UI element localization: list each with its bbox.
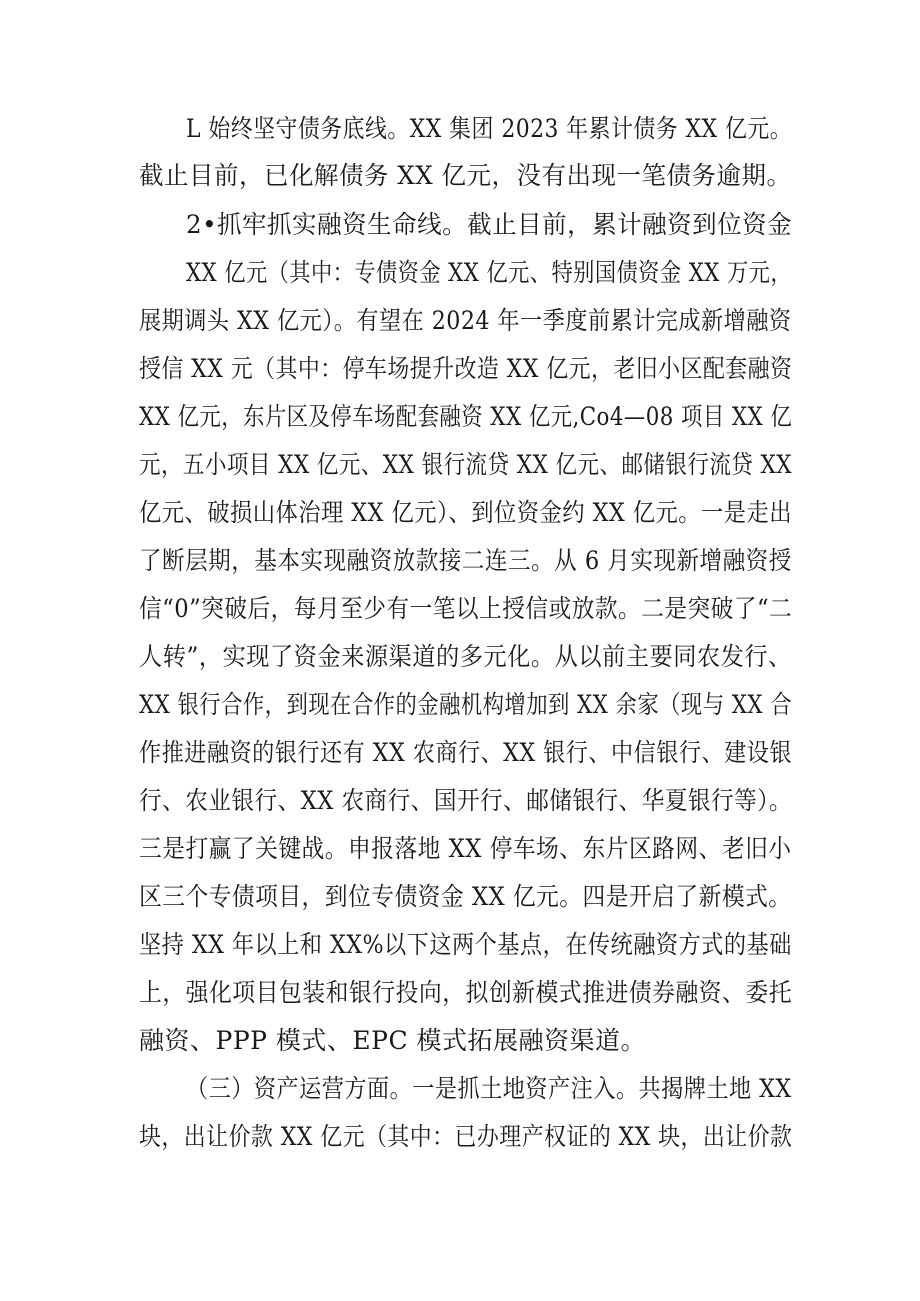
text-line: 融资、PPP 模式、EPC 模式拓展融资渠道。	[139, 1026, 647, 1055]
text-line: 亿元、破损山体治理 XX 亿元）、到位资金约 XX 亿元。一是走出	[139, 498, 793, 527]
text-line: XX 亿元，东片区及停车场配套融资 XX 亿元,Co4—08 项目 XX 亿	[139, 402, 793, 431]
text-line: XX 亿元（其中：专债资金 XX 亿元、特别国债资金 XX 万元，	[186, 258, 793, 287]
text-line: 元，五小项目 XX 亿元、XX 银行流贷 XX 亿元、邮储银行流贷 XX	[139, 450, 793, 479]
text-line: 2•抓牢抓实融资生命线。截止目前，累计融资到位资金	[186, 210, 793, 239]
text-line: 信“0”突破后，每月至少有一笔以上授信或放款。二是突破了“二	[139, 594, 793, 623]
text-line: 展期调头 XX 亿元）。有望在 2024 年一季度前累计完成新增融资	[139, 306, 792, 335]
text-line: 授信 XX 元（其中：停车场提升改造 XX 亿元，老旧小区配套融资	[139, 354, 793, 383]
text-line: 区三个专债项目，到位专债资金 XX 亿元。四是开启了新模式。	[139, 882, 792, 911]
text-line: 截止目前，已化解债务 XX 亿元，没有出现一笔债务逾期。	[139, 161, 792, 190]
text-line: XX 银行合作，到现在合作的金融机构增加到 XX 余家（现与 XX 合	[139, 690, 793, 719]
text-line: 上，强化项目包装和银行投向，拟创新模式推进债券融资、委托	[139, 978, 793, 1007]
text-line: 了断层期，基本实现融资放款接二连三。从 6 月实现新增融资授	[139, 546, 792, 575]
text-line: 坚持 XX 年以上和 XX%以下这两个基点，在传统融资方式的基础	[139, 930, 792, 959]
text-line: 块，出让价款 XX 亿元（其中：已办理产权证的 XX 块，出让价款	[139, 1122, 793, 1151]
text-line: 作推进融资的银行还有 XX 农商行、XX 银行、中信银行、建设银	[139, 738, 793, 767]
text-line: L 始终坚守债务底线。XX 集团 2023 年累计债务 XX 亿元。	[186, 114, 793, 143]
text-line: （三）资产运营方面。一是抓土地资产注入。共揭牌土地 XX	[186, 1074, 792, 1103]
text-line: 行、农业银行、XX 农商行、国开行、邮储银行、华夏银行等）。	[139, 786, 793, 815]
text-line: 人转”，实现了资金来源渠道的多元化。从以前主要同农发行、	[139, 642, 792, 671]
text-line: 三是打赢了关键战。申报落地 XX 停车场、东片区路网、老旧小	[139, 834, 792, 863]
